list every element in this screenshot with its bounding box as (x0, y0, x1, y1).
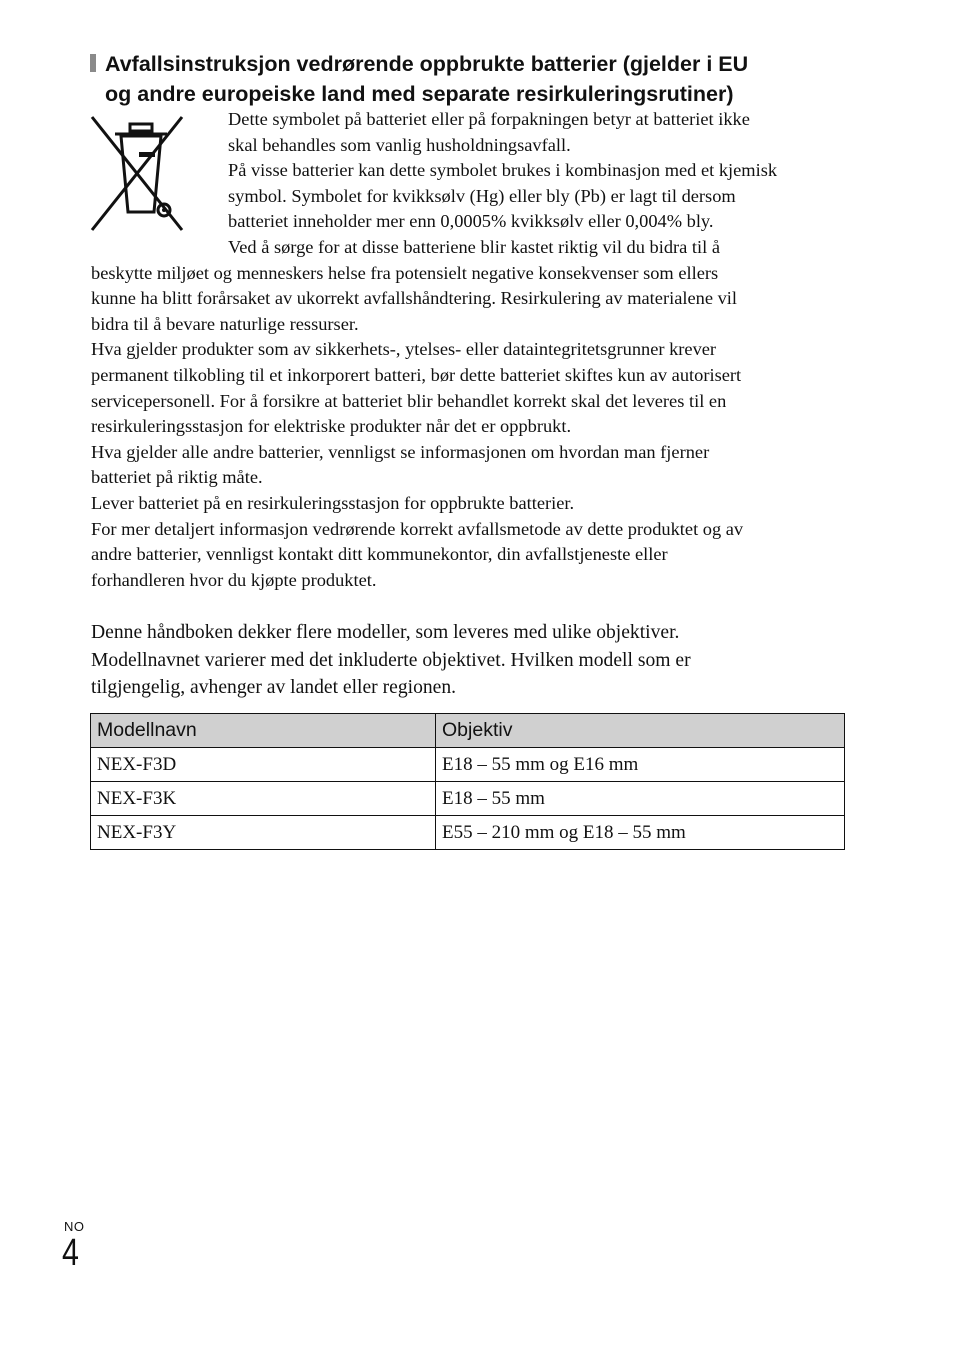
intro-line: Modellnavnet varierer med det inkluderte objektivet. Hvilken modell som er (91, 649, 691, 671)
body-line: batteriet på riktig måte. (91, 467, 263, 488)
heading-line-2: og andre europeiske land med separate resirkuleringsrutiner) (105, 82, 734, 106)
body-line: kunne ha blitt forårsaket av ukorrekt avfallshåndtering. Resirkulering av materialene vil (91, 288, 737, 309)
column-header-model: Modellnavn (91, 714, 436, 748)
heading-line-1: Avfallsinstruksjon vedrørende oppbrukte batterier (gjelder i EU (105, 52, 749, 76)
model-cell: NEX-F3K (91, 782, 436, 816)
body-line: servicepersonell. For å forsikre at batteriet blir behandlet korrekt skal det leveres til en (91, 390, 727, 411)
body-line: På visse batterier kan dette symbolet brukes i kombinasjon med et kjemisk (228, 160, 778, 181)
table-row (91, 782, 845, 816)
body-line: resirkuleringsstasjon for elektriske produkter når det er oppbrukt. (91, 416, 572, 437)
body-line: symbol. Symbolet for kvikksølv (Hg) eller bly (Pb) er lagt til dersom (228, 185, 736, 206)
page-language-code: NO (64, 1219, 85, 1234)
body-line: skal behandles som vanlig husholdningsavfall. (228, 134, 571, 155)
body-line: Ved å sørge for at disse batteriene blir kastet riktig vil du bidra til å (228, 236, 720, 257)
lens-cell: E55 – 210 mm og E18 – 55 mm (436, 816, 845, 850)
body-line: Hva gjelder produkter som av sikkerhets-, ytelses- eller dataintegritetsgrunner krever (91, 339, 717, 360)
page-number: 4 (62, 1232, 79, 1274)
battery-disposal-text (91, 107, 861, 593)
heading-marker-bar (90, 54, 96, 72)
body-line: Lever batteriet på en resirkuleringsstasjon for oppbrukte batterier. (91, 492, 575, 513)
body-line: andre batterier, vennligst kontakt ditt kommunekontor, din avfallstjeneste eller (91, 544, 668, 565)
model-cell: NEX-F3Y (91, 816, 436, 850)
table-row (91, 748, 845, 782)
table-row (91, 816, 845, 850)
column-header-lens: Objektiv (436, 714, 845, 748)
intro-line: tilgjengelig, avhenger av landet eller regionen. (91, 677, 457, 698)
table-header-row (91, 714, 845, 748)
body-line: Hva gjelder alle andre batterier, vennligst se informasjonen om hvordan man fjerner (91, 441, 710, 462)
body-line: Dette symbolet på batteriet eller på forpakningen betyr at batteriet ikke (228, 109, 750, 129)
lens-cell: E18 – 55 mm (436, 782, 845, 816)
lens-cell: E18 – 55 mm og E16 mm (436, 748, 845, 782)
body-line: For mer detaljert informasjon vedrørende korrekt avfallsmetode av dette produktet og av (91, 518, 744, 539)
body-line: permanent tilkobling til et inkorporert batteri, bør dette batteriet skiftes kun av autorisert (91, 364, 742, 385)
body-line: bidra til å bevare naturlige ressurser. (91, 313, 359, 334)
model-intro-text (91, 619, 861, 702)
model-table (90, 713, 845, 850)
section-heading (90, 49, 850, 109)
body-line: forhandleren hvor du kjøpte produktet. (91, 569, 377, 590)
body-line: beskytte miljøet og menneskers helse fra potensielt negative konsekvenser som ellers (91, 262, 719, 283)
model-cell: NEX-F3D (91, 748, 436, 782)
body-line: batteriet inneholder mer enn 0,0005% kvikksølv eller 0,004% bly. (228, 211, 714, 232)
intro-line: Denne håndboken dekker flere modeller, som leveres med ulike objektiver. (91, 622, 680, 643)
